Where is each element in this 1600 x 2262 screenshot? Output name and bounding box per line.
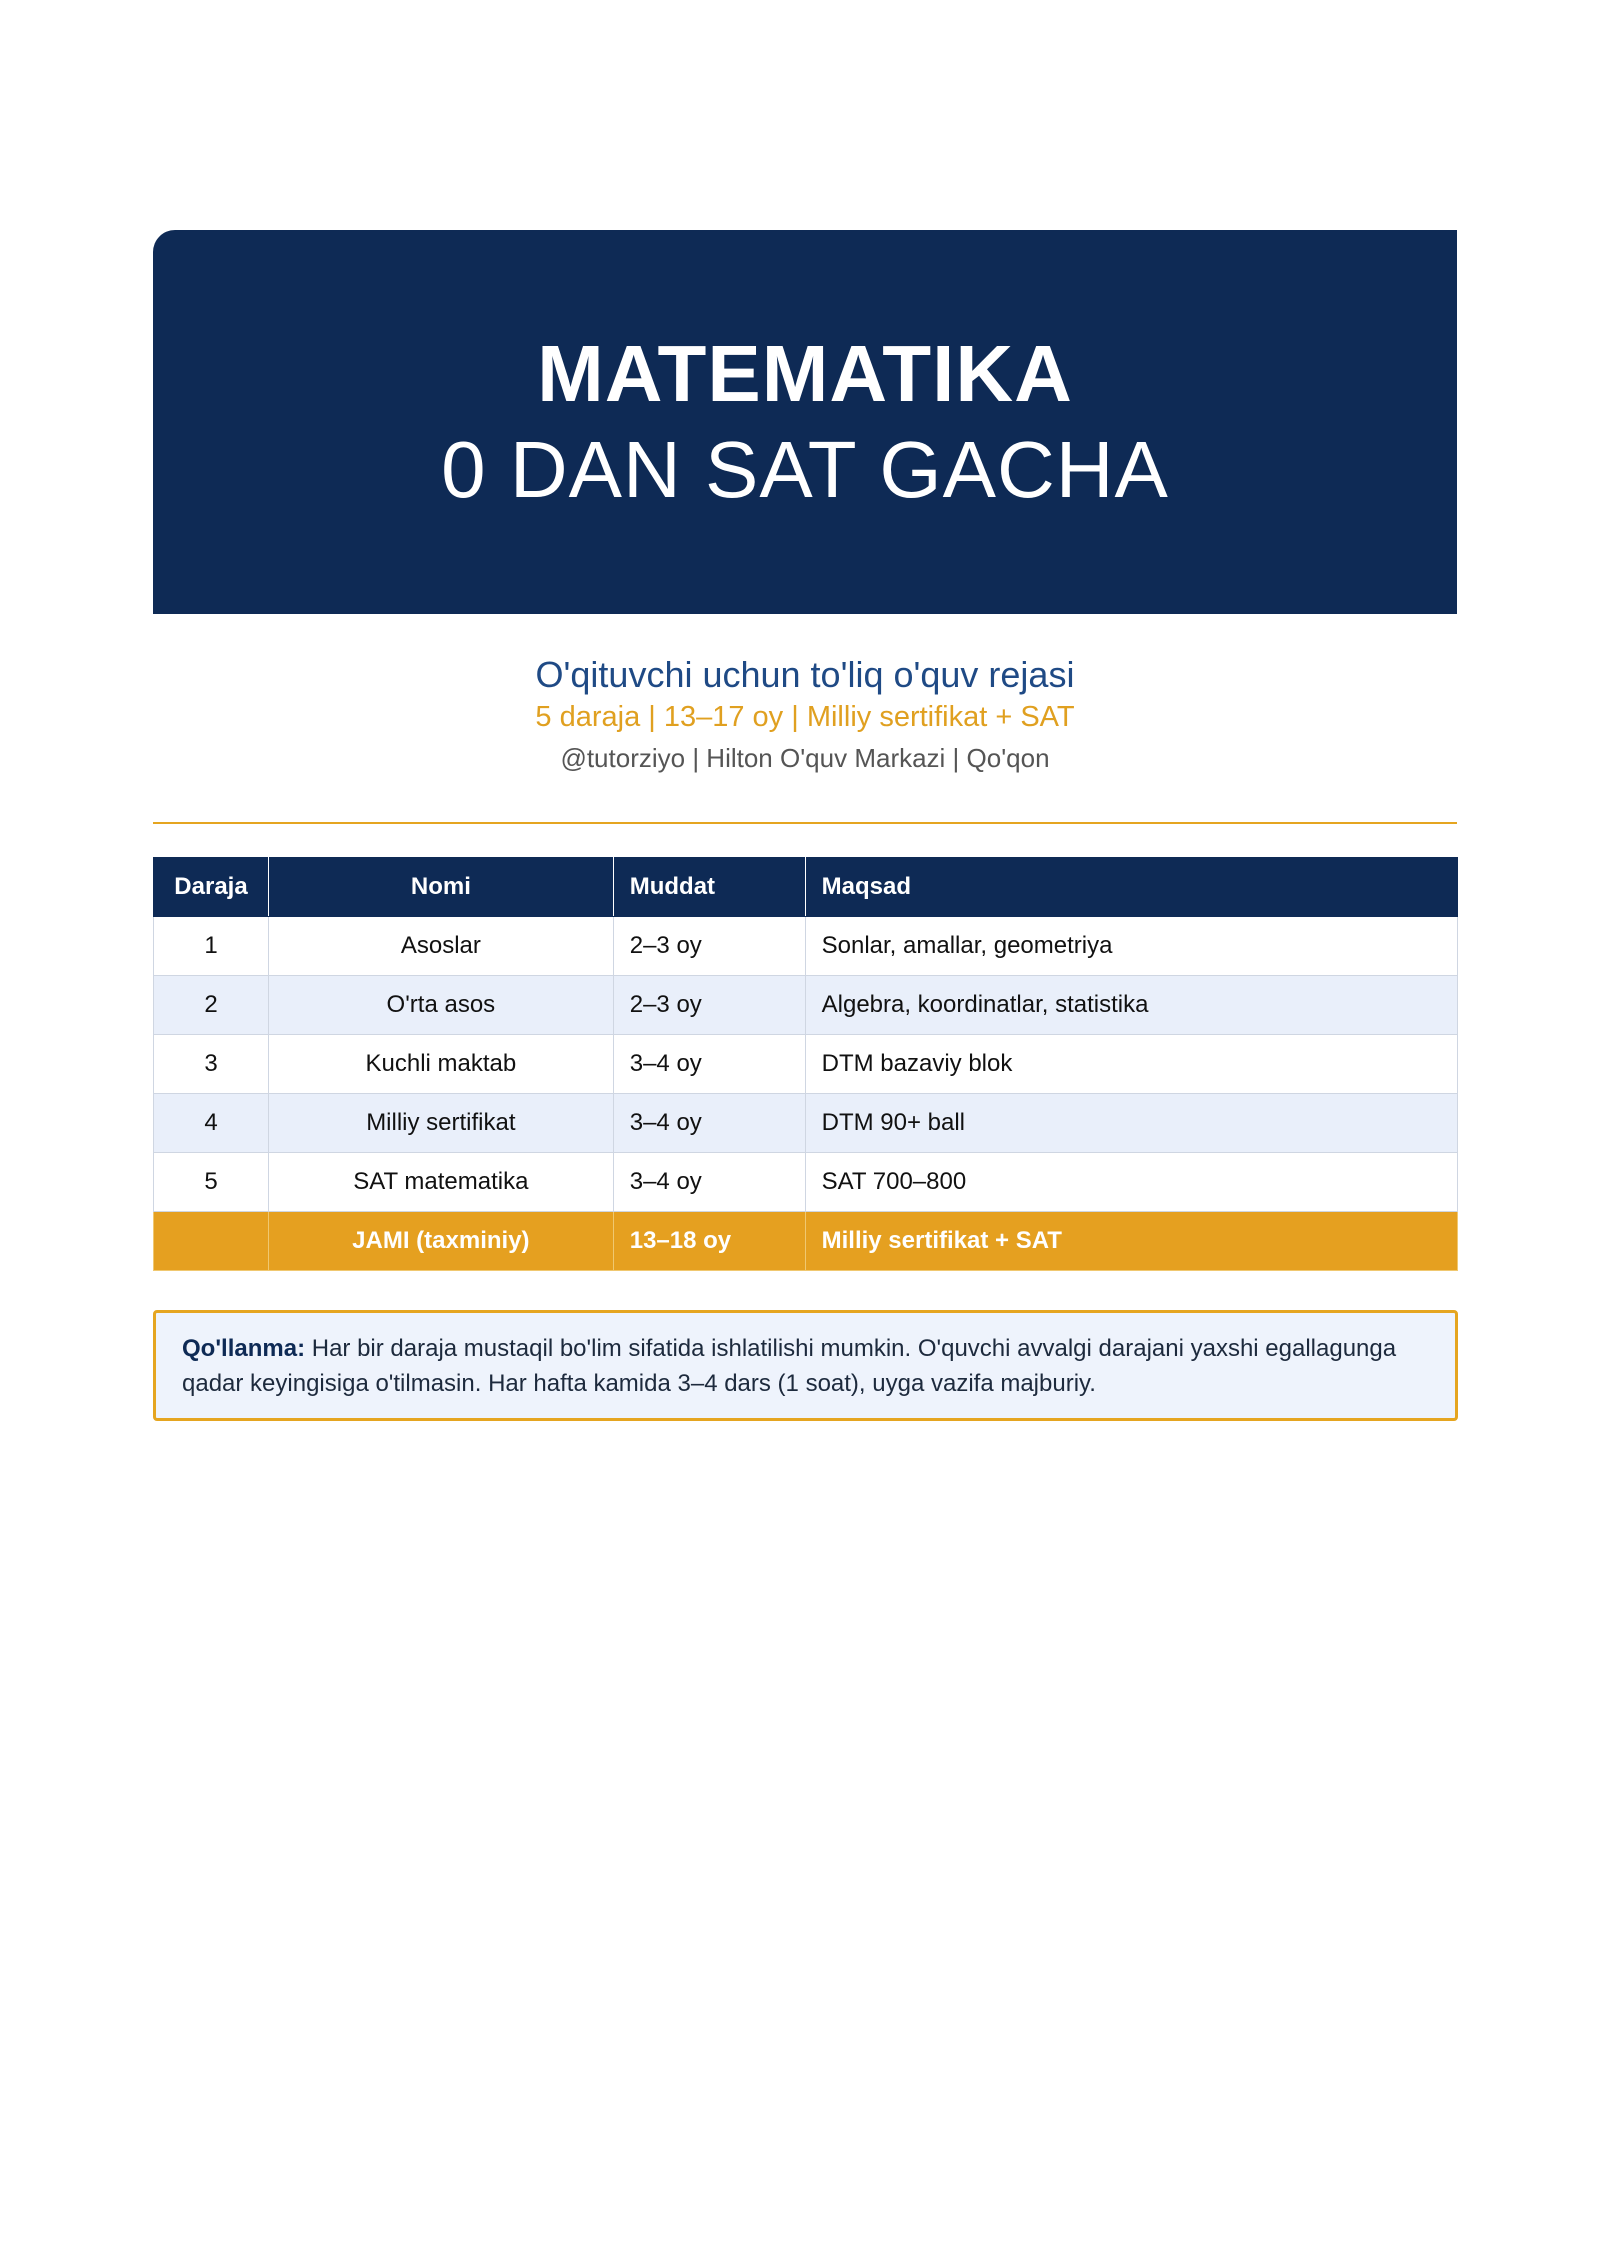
cell-daraja: 4 [154, 1094, 269, 1153]
intro-block [153, 652, 1457, 780]
cell-nomi: SAT matematika [268, 1153, 613, 1212]
cell-maqsad: Sonlar, amallar, geometriya [805, 917, 1457, 976]
table-row [154, 1035, 1458, 1094]
cell-daraja: 1 [154, 917, 269, 976]
plan-table [153, 857, 1458, 1271]
cell-maqsad: Algebra, koordinatlar, statistika [805, 976, 1457, 1035]
cell-nomi: Asoslar [268, 917, 613, 976]
cell-muddat: 3–4 oy [613, 1153, 805, 1212]
header-maqsad: Maqsad [805, 858, 1457, 917]
header-nomi: Nomi [268, 858, 613, 917]
cell-daraja: 5 [154, 1153, 269, 1212]
table-row [154, 976, 1458, 1035]
cell-muddat: 2–3 oy [613, 976, 805, 1035]
table-total-row [154, 1212, 1458, 1271]
total-muddat: 13–18 oy [613, 1212, 805, 1271]
guide-note [153, 1310, 1458, 1421]
cell-muddat: 2–3 oy [613, 917, 805, 976]
cell-maqsad: DTM 90+ ball [805, 1094, 1457, 1153]
cell-maqsad: SAT 700–800 [805, 1153, 1457, 1212]
table-row [154, 917, 1458, 976]
cell-daraja: 3 [154, 1035, 269, 1094]
total-daraja [154, 1212, 269, 1271]
intro-heading: O'qituvchi uchun to'liq o'quv rejasi [535, 654, 1075, 695]
header-banner [153, 230, 1457, 614]
total-nomi: JAMI (taxminiy) [268, 1212, 613, 1271]
guide-note-label: Qo'llanma: [182, 1335, 306, 1362]
cell-nomi: O'rta asos [268, 976, 613, 1035]
total-maqsad: Milliy sertifikat + SAT [805, 1212, 1457, 1271]
header-daraja: Daraja [154, 858, 269, 917]
intro-summary: 5 daraja | 13–17 oy | Milliy sertifikat + SAT [535, 701, 1075, 733]
table-row [154, 1153, 1458, 1212]
intro-credits: @tutorziyo | Hilton O'quv Markazi | Qo'qon [560, 743, 1050, 773]
table-header-row [154, 858, 1458, 917]
cell-muddat: 3–4 oy [613, 1094, 805, 1153]
cell-nomi: Milliy sertifikat [268, 1094, 613, 1153]
header-muddat: Muddat [613, 858, 805, 917]
guide-note-text: Har bir daraja mustaqil bo'lim sifatida ishlatilishi mumkin. O'quvchi avvalgi darajani yaxshi egallagunga qadar keyingisiga o'tilmasin. Har hafta kamida 3–4 dars (1 soat), uyga vazifa majburiy. [182, 1335, 1397, 1397]
cell-daraja: 2 [154, 976, 269, 1035]
page-subtitle: 0 DAN SAT GACHA [441, 425, 1169, 514]
table-row [154, 1094, 1458, 1153]
cell-maqsad: DTM bazaviy blok [805, 1035, 1457, 1094]
cell-nomi: Kuchli maktab [268, 1035, 613, 1094]
page-title: MATEMATIKA [537, 329, 1073, 418]
divider-line [153, 822, 1457, 824]
cell-muddat: 3–4 oy [613, 1035, 805, 1094]
